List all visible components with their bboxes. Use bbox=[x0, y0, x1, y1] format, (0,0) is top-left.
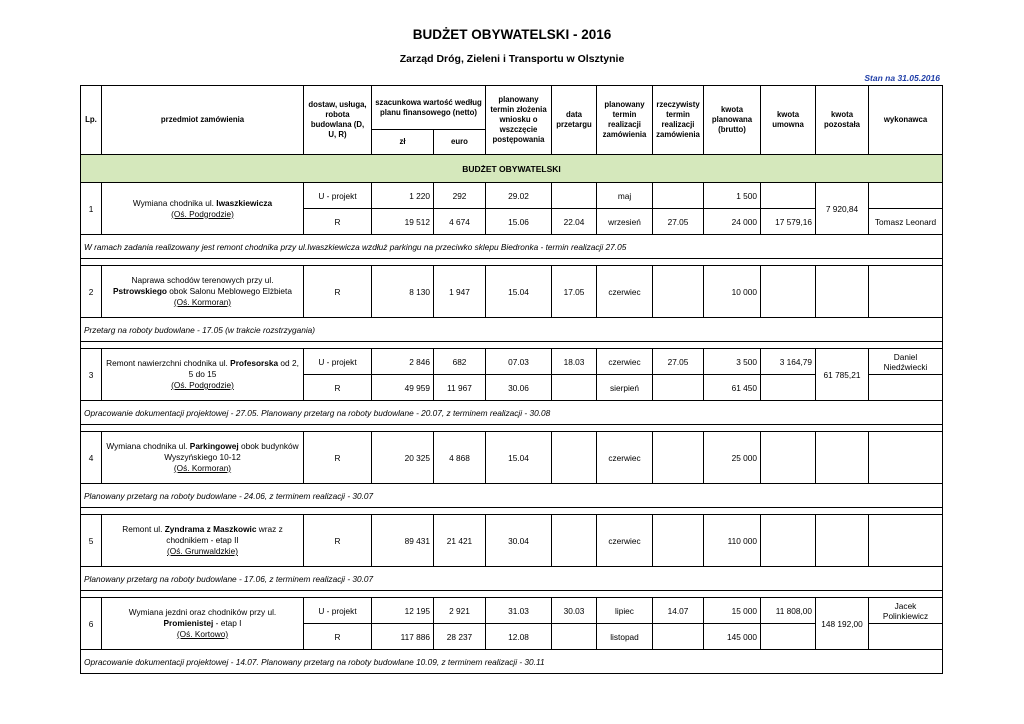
cell-contract-amount: 17 579,16 bbox=[761, 209, 816, 235]
cell-planned-term: maj bbox=[597, 183, 653, 209]
cell-contract-amount bbox=[761, 266, 816, 318]
cell-contract-amount: 11 808,00 bbox=[761, 598, 816, 624]
subject-area: (Oś. Grunwaldzkie) bbox=[166, 546, 238, 556]
subject-text-post: - etap I bbox=[213, 618, 242, 628]
cell-contract-amount bbox=[761, 515, 816, 567]
note-row bbox=[81, 484, 943, 508]
spacer-cell bbox=[81, 508, 943, 515]
item-lp: 2 bbox=[81, 266, 102, 318]
cell-planned-amount: 1 500 bbox=[704, 183, 761, 209]
budget-table bbox=[80, 85, 943, 674]
cell-euro: 21 421 bbox=[434, 515, 486, 567]
cell-planned-amount: 61 450 bbox=[704, 375, 761, 401]
subject-text: Naprawa schodów terenowych przy ul. bbox=[131, 275, 274, 285]
cell-planned-application: 15.06 bbox=[486, 209, 552, 235]
cell-planned-application: 15.04 bbox=[486, 432, 552, 484]
cell-actual-term bbox=[653, 183, 704, 209]
cell-zl: 117 886 bbox=[372, 624, 434, 650]
item-subject bbox=[102, 349, 304, 401]
row-spacer bbox=[81, 508, 943, 515]
cell-planned-application: 15.04 bbox=[486, 266, 552, 318]
col-tender-date: data przetargu bbox=[552, 86, 597, 155]
cell-zl: 89 431 bbox=[372, 515, 434, 567]
item-note: W ramach zadania realizowany jest remont chodnika przy ul.Iwaszkiewicza wzdłuż parkingu na przeciwko sklepu Biedronka - termin realizacji 27.05 bbox=[81, 235, 943, 259]
col-type: dostaw, usługa, robota budowlana (D, U, R) bbox=[304, 86, 372, 155]
table-row bbox=[81, 349, 943, 375]
cell-actual-term: 14.07 bbox=[653, 598, 704, 624]
cell-type: U - projekt bbox=[304, 183, 372, 209]
subject-text: Wymiana jezdni oraz chodników przy ul. bbox=[128, 607, 277, 617]
item-lp: 6 bbox=[81, 598, 102, 650]
table-row bbox=[81, 432, 943, 484]
subject-text: Wymiana chodnika ul. bbox=[132, 197, 217, 208]
cell-contractor bbox=[869, 515, 943, 567]
subject-street: Promienistej bbox=[163, 618, 214, 628]
col-lp: Lp. bbox=[81, 86, 102, 155]
note-row bbox=[81, 567, 943, 591]
cell-planned-application: 29.02 bbox=[486, 183, 552, 209]
cell-type: R bbox=[304, 624, 372, 650]
cell-remaining: 148 192,00 bbox=[816, 598, 869, 650]
note-row bbox=[81, 235, 943, 259]
item-note: Opracowanie dokumentacji projektowej - 14.07. Planowany przetarg na roboty budowlane 10.09, z terminem realizacji - 30.11 bbox=[81, 650, 943, 674]
col-euro: euro bbox=[434, 130, 486, 155]
col-contract-amount: kwota umowna bbox=[761, 86, 816, 155]
cell-type: U - projekt bbox=[304, 349, 372, 375]
cell-actual-term bbox=[653, 266, 704, 318]
item-subject bbox=[102, 598, 304, 650]
col-actual-term: rzeczywisty termin realizacji zamówienia bbox=[653, 86, 704, 155]
cell-type: R bbox=[304, 209, 372, 235]
cell-tender-date bbox=[552, 432, 597, 484]
col-estimate: szacunkowa wartość według planu finansowego (netto) bbox=[372, 86, 486, 130]
subject-text-post: obok budynków Wyszyńskiego 10-12 bbox=[164, 441, 299, 462]
item-subject bbox=[102, 432, 304, 484]
item-lp: 3 bbox=[81, 349, 102, 401]
section-header: BUDŻET OBYWATELSKI bbox=[81, 155, 943, 183]
subject-area: (Oś. Podgrodzie) bbox=[171, 380, 234, 390]
item-subject bbox=[102, 515, 304, 567]
cell-remaining bbox=[816, 515, 869, 567]
subject-street: Profesorska bbox=[230, 358, 279, 368]
cell-tender-date bbox=[552, 624, 597, 650]
cell-remaining bbox=[816, 432, 869, 484]
cell-zl: 2 846 bbox=[372, 349, 434, 375]
item-note: Przetarg na roboty budowlane - 17.05 (w trakcie rozstrzygania) bbox=[81, 318, 943, 342]
cell-contractor: Jacek Polinkiewicz bbox=[869, 598, 943, 624]
subject-street: Parkingowej bbox=[189, 441, 239, 451]
cell-contract-amount: 3 164,79 bbox=[761, 349, 816, 375]
item-lp: 5 bbox=[81, 515, 102, 567]
cell-actual-term: 27.05 bbox=[653, 349, 704, 375]
col-remaining: kwota pozostała bbox=[816, 86, 869, 155]
subject-area: (Oś. Kormoran) bbox=[173, 463, 232, 473]
cell-planned-application: 12.08 bbox=[486, 624, 552, 650]
cell-actual-term: 27.05 bbox=[653, 209, 704, 235]
cell-planned-term: czerwiec bbox=[597, 515, 653, 567]
item-note: Planowany przetarg na roboty budowlane - 17.06, z terminem realizacji - 30.07 bbox=[81, 567, 943, 591]
col-contractor: wykonawca bbox=[869, 86, 943, 155]
cell-zl: 19 512 bbox=[372, 209, 434, 235]
cell-euro: 682 bbox=[434, 349, 486, 375]
cell-contract-amount bbox=[761, 624, 816, 650]
status-date: Stan na 31.05.2016 bbox=[864, 73, 940, 83]
cell-contractor bbox=[869, 624, 943, 650]
cell-type: R bbox=[304, 432, 372, 484]
cell-type: U - projekt bbox=[304, 598, 372, 624]
cell-tender-date bbox=[552, 183, 597, 209]
col-planned-application: planowany termin złożenia wniosku o wszczęcie postępowania bbox=[486, 86, 552, 155]
col-zl: zł bbox=[372, 130, 434, 155]
cell-planned-term: czerwiec bbox=[597, 432, 653, 484]
table-row bbox=[81, 183, 943, 209]
cell-remaining bbox=[816, 266, 869, 318]
cell-planned-term: wrzesień bbox=[597, 209, 653, 235]
cell-planned-amount: 25 000 bbox=[704, 432, 761, 484]
item-lp: 1 bbox=[81, 183, 102, 235]
cell-euro: 4 868 bbox=[434, 432, 486, 484]
cell-contractor bbox=[869, 375, 943, 401]
cell-actual-term bbox=[653, 375, 704, 401]
cell-planned-amount: 15 000 bbox=[704, 598, 761, 624]
cell-actual-term bbox=[653, 515, 704, 567]
row-spacer bbox=[81, 259, 943, 266]
cell-tender-date: 22.04 bbox=[552, 209, 597, 235]
spacer-cell bbox=[81, 591, 943, 598]
row-spacer bbox=[81, 425, 943, 432]
cell-contractor: Tomasz Leonard bbox=[869, 209, 943, 235]
item-subject bbox=[102, 266, 304, 318]
cell-contract-amount bbox=[761, 183, 816, 209]
cell-euro: 11 967 bbox=[434, 375, 486, 401]
item-note: Opracowanie dokumentacji projektowej - 27.05. Planowany przetarg na roboty budowlane - 20.07, z terminem realizacji - 30.08 bbox=[81, 401, 943, 425]
spacer-cell bbox=[81, 425, 943, 432]
cell-contractor bbox=[869, 183, 943, 209]
cell-tender-date bbox=[552, 515, 597, 567]
note-row bbox=[81, 401, 943, 425]
note-row bbox=[81, 650, 943, 674]
subject-street: Pstrowskiego bbox=[113, 286, 167, 296]
table-row bbox=[81, 515, 943, 567]
cell-remaining: 7 920,84 bbox=[816, 183, 869, 235]
cell-planned-term: sierpień bbox=[597, 375, 653, 401]
cell-planned-application: 07.03 bbox=[486, 349, 552, 375]
subject-text: Remont nawierzchni chodnika ul. bbox=[106, 358, 231, 368]
row-spacer bbox=[81, 591, 943, 598]
cell-planned-application: 30.04 bbox=[486, 515, 552, 567]
subject-area: (Oś. Kortowo) bbox=[176, 629, 229, 639]
spacer-cell bbox=[81, 259, 943, 266]
page-title: BUDŻET OBYWATELSKI - 2016 bbox=[412, 27, 612, 42]
cell-remaining: 61 785,21 bbox=[816, 349, 869, 401]
subject-street: Zyndrama z Maszkowic bbox=[164, 524, 257, 534]
table-row bbox=[81, 266, 943, 318]
cell-zl: 1 220 bbox=[372, 183, 434, 209]
cell-actual-term bbox=[653, 624, 704, 650]
cell-planned-amount: 145 000 bbox=[704, 624, 761, 650]
cell-type: R bbox=[304, 515, 372, 567]
item-lp: 4 bbox=[81, 432, 102, 484]
cell-planned-application: 30.06 bbox=[486, 375, 552, 401]
item-note: Planowany przetarg na roboty budowlane - 24.06, z terminem realizacji - 30.07 bbox=[81, 484, 943, 508]
subject-text-post: od 2, 5 do 15 bbox=[188, 358, 299, 379]
cell-planned-amount: 24 000 bbox=[704, 209, 761, 235]
cell-actual-term bbox=[653, 432, 704, 484]
cell-tender-date: 30.03 bbox=[552, 598, 597, 624]
col-subject: przedmiot zamówienia bbox=[102, 86, 304, 155]
cell-zl: 49 959 bbox=[372, 375, 434, 401]
subject-text: Wymiana chodnika ul. bbox=[106, 441, 190, 451]
cell-euro: 1 947 bbox=[434, 266, 486, 318]
cell-planned-term: listopad bbox=[597, 624, 653, 650]
col-planned-term: planowany termin realizacji zamówienia bbox=[597, 86, 653, 155]
cell-euro: 28 237 bbox=[434, 624, 486, 650]
cell-euro: 292 bbox=[434, 183, 486, 209]
cell-zl: 20 325 bbox=[372, 432, 434, 484]
subject-text-post: wraz z chodnikiem - etap II bbox=[166, 524, 283, 545]
cell-tender-date bbox=[552, 375, 597, 401]
col-planned-amount: kwota planowana (brutto) bbox=[704, 86, 761, 155]
cell-planned-term: czerwiec bbox=[597, 349, 653, 375]
cell-planned-amount: 10 000 bbox=[704, 266, 761, 318]
subject-area: (Oś. Podgrodzie) bbox=[171, 208, 234, 219]
cell-type: R bbox=[304, 266, 372, 318]
cell-contractor: Daniel Niedźwiecki bbox=[869, 349, 943, 375]
cell-contract-amount bbox=[761, 375, 816, 401]
cell-tender-date: 17.05 bbox=[552, 266, 597, 318]
cell-euro: 4 674 bbox=[434, 209, 486, 235]
cell-contractor bbox=[869, 266, 943, 318]
cell-zl: 8 130 bbox=[372, 266, 434, 318]
subject-street: Iwaszkiewicza bbox=[216, 197, 273, 208]
item-subject bbox=[102, 183, 304, 235]
cell-planned-term: czerwiec bbox=[597, 266, 653, 318]
cell-contractor bbox=[869, 432, 943, 484]
cell-euro: 2 921 bbox=[434, 598, 486, 624]
row-spacer bbox=[81, 342, 943, 349]
cell-zl: 12 195 bbox=[372, 598, 434, 624]
cell-planned-amount: 3 500 bbox=[704, 349, 761, 375]
subject-area: (Oś. Kormoran) bbox=[173, 297, 232, 307]
cell-planned-application: 31.03 bbox=[486, 598, 552, 624]
cell-contract-amount bbox=[761, 432, 816, 484]
cell-planned-term: lipiec bbox=[597, 598, 653, 624]
page-subtitle: Zarząd Dróg, Zieleni i Transportu w Olsztynie bbox=[399, 53, 625, 65]
note-row bbox=[81, 318, 943, 342]
table-row bbox=[81, 598, 943, 624]
cell-tender-date: 18.03 bbox=[552, 349, 597, 375]
cell-type: R bbox=[304, 375, 372, 401]
subject-text-post: obok Salonu Meblowego Elżbieta bbox=[166, 286, 292, 296]
subject-text: Remont ul. bbox=[122, 524, 165, 534]
spacer-cell bbox=[81, 342, 943, 349]
cell-planned-amount: 110 000 bbox=[704, 515, 761, 567]
